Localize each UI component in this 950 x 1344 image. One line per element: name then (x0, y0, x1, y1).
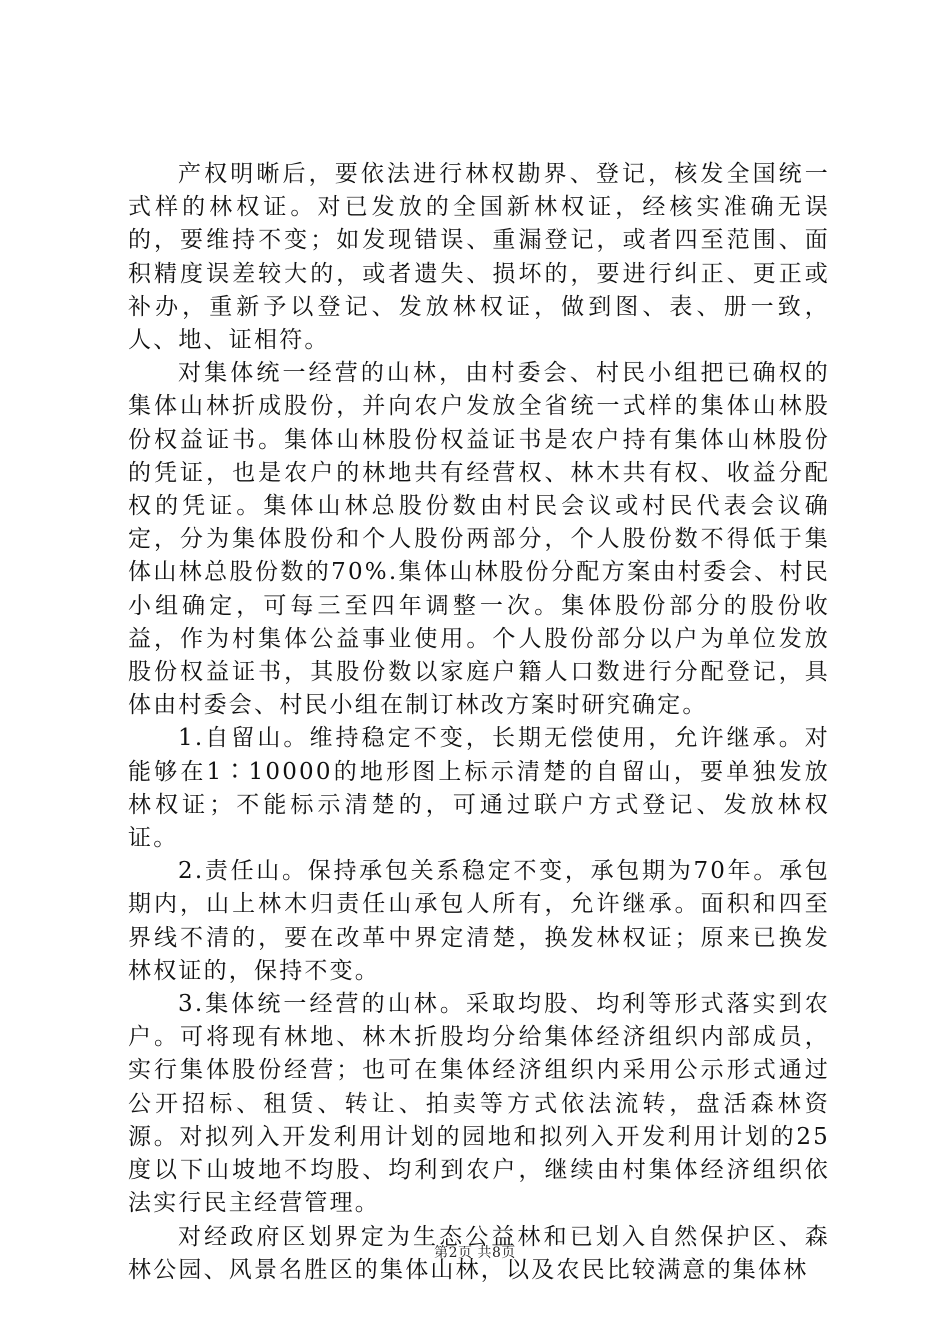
paragraph-responsibility-hill: 2.责任山。保持承包关系稳定不变，承包期为70年。承包期内，山上林木归责任山承包人所有，允许继承。面积和四至界线不清的，要在改革中界定清楚，换发林权证；原来已换发林权证的，保持不变。 (128, 858, 830, 984)
paragraph-collective-forest-shares: 对集体统一经营的山林，由村委会、村民小组把已确权的集体山林折成股份，并向农户发放全省统一式样的集体山林股份权益证书。集体山林股份权益证书是农户持有集体山林股份的凭证，也是农户的林地共有经营权、林木共有权、收益分配权的凭证。集体山林总股份数由村民会议或村民代表会议确定，分为集体股份和个人股份两部分，个人股份数不得低于集体山林总股份数的70%.集体山林股份分配方案由村委会、村民小组确定，可每三至四年调整一次。集体股份部分的股份收益，作为村集体公益事业使用。个人股份部分以户为单位发放股份权益证书，其股份数以家庭户籍人口数进行分配登记，具体由村委会、村民小组在制订林改方案时研究确定。 (128, 360, 830, 719)
paragraph-private-hill: 1.自留山。维持稳定不变，长期无偿使用，允许继承。对能够在1∶10000的地形图上标示清楚的自留山，要单独发放林权证；不能标示清楚的，可通过联户方式登记、发放林权证。 (128, 725, 830, 852)
page-number-footer: 第2页 共8页 (434, 1245, 516, 1261)
document-body (128, 158, 830, 1287)
paragraph-forest-title-registration: 产权明晰后，要依法进行林权勘界、登记，核发全国统一式样的林权证。对已发放的全国新林权证，经核实准确无误的，要维持不变；如发现错误、重漏登记，或者四至范围、面积精度误差较大的，或者遗失、损坏的，要进行纠正、更正或补办，重新予以登记、发放林权证，做到图、表、册一致，人、地、证相符。 (128, 161, 830, 354)
paragraph-collective-managed-forest: 3.集体统一经营的山林。采取均股、均利等形式落实到农户。可将现有林地、林木折股均分给集体经济组织内部成员，实行集体股份经营；也可在集体经济组织内采用公示形式通过公开招标、租赁、转让、拍卖等方式依法流转，盘活森林资源。对拟列入开发利用计划的园地和拟列入开发利用计划的25度以下山坡地不均股、均利到农户，继续由村集体经济组织依法实行民主经营管理。 (128, 991, 830, 1217)
paragraph-ecological-forest: 对经政府区划界定为生态公益林和已划入自然保护区、森林公园、风景名胜区的集体山林，以及农民比较满意的集体林 (128, 1223, 830, 1283)
